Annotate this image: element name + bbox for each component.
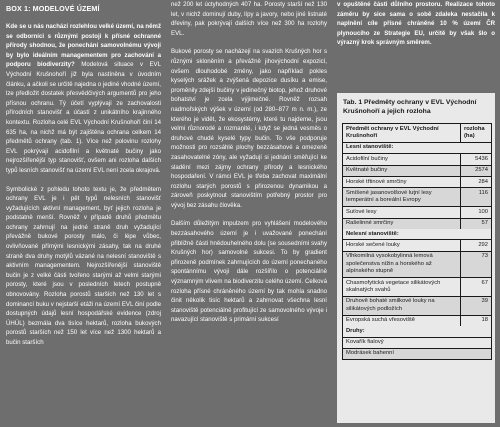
- row-area: 292: [478, 241, 488, 248]
- row-area: 73: [481, 253, 488, 260]
- row-name: Evropská suchá vřesoviště: [343, 316, 461, 326]
- table-row: [343, 338, 491, 349]
- table-row: [343, 252, 491, 278]
- row-name: Chasmofytická vegetace silikátových skalnatých svahů: [343, 278, 461, 296]
- section-nonforest: Nelesní stanoviště:: [346, 230, 399, 237]
- paragraph-text: Modelová situace v EVL Východní Krušnohoří již byla nastíněna v úvodním článku, a ačkoli se určitě najedna o jediné vhodné území, lze předložit dostatek přesvědčivých argumentů pro jeho přísnou ochranu. Tý účetí vyplývají ze zachovalosti přírodních stanovišť a účastí z unikátního krajinného kontextu. Rozloha celé EVL Východní Krušnohoří činí 14 635 ha, na nichž má být zajištěna ochrana celkem 14 předmětů ochrany (tab. 1). Více než polovinu rozlohy EVL pokrývají acidofilní a květnaté bučiny jako nejrozšířenější typ stanovišť, ovšem ani rozloha dalších typů lesních stanovišť na území EVL není zcela okrajová.: [6, 61, 161, 174]
- row-name: Kovařík fialový: [346, 339, 384, 346]
- text-column-1: [6, 0, 161, 427]
- row-name: Horské třtinové smrčiny: [343, 177, 461, 187]
- section-row: [343, 229, 491, 240]
- box-title: BOX 1: MODELOVÉ ÚZEMÍ: [6, 4, 100, 13]
- row-name: Horské sečené louky: [343, 240, 461, 250]
- lead-question: Kde se u nás nachází rozlehlou velké území, na němž se odborníci s různými postoji k přísné ochranné přírody shodnou, že ponechání samovolnému vývoji by bylo ideálním managementem pro zachování a podporu biodiverzity?: [6, 23, 161, 69]
- row-name: Modrásek bahenní: [346, 350, 395, 357]
- row-name: Smíšené jasanovolšové luţní lesy temperátní a boreální Evropy: [343, 188, 461, 206]
- table-row: [343, 219, 491, 229]
- table-row: [343, 188, 491, 207]
- table-row: [343, 316, 491, 326]
- row-area: 100: [478, 208, 488, 215]
- table-row: [343, 207, 491, 218]
- row-area: 67: [481, 279, 488, 286]
- table-row: [343, 166, 491, 177]
- table-row: [343, 278, 491, 297]
- header-name: Předmět ochrany v EVL Východní Krušnohoří: [343, 124, 461, 142]
- row-area: 18: [481, 317, 488, 324]
- table-row: [343, 349, 491, 359]
- section-row: [343, 326, 491, 337]
- paragraph: Bukové porosty se nacházejí na svazích Krušných hor s různými skloněním a převážně jihovýchodní expozicí, ovšem dlouhodobé změny, jako například pokles kyselých srážek a zvýšená depozice dusíku a emise, proměnily zdejší bučiny v jedinečný biotop, jehož druhové bohatství je zcela výjimečné. Rovněž rozsah nadmořských výšek v území (od 280–877 m n. m.), ze kterého je vidět, že ekosystémy, které tu najdeme, jsou velmi různorodé a rozmanité, i když se jedná vesměs o druhové chudé kyselé typy bučin. To vše podporuje možnosti pro rozsáhlé plochy bezzásahové a omezeně zasahovatelné zóny, ale vyžadují si jednání směřující ke sladění mezi zájmy ochrany přírody a lesnického hospodaření. V rámci EVL je třeba zachovat maximální rozlohu starých porostů s přirozenou dynamikou a zároveň poskytnout stanovištím potřebný prostor pro vývoj bez zásahu člověka.: [171, 48, 327, 209]
- header-area: rozloha (ha): [464, 125, 485, 139]
- table-row: [343, 154, 491, 165]
- row-area: 39: [481, 298, 488, 305]
- row-name: Suťové lesy: [343, 207, 461, 217]
- row-area: 5436: [475, 155, 488, 162]
- paragraph: Symbolické z pohledu tohoto textu je, že předmětem ochrany EVL je i pět typů nelesních stanovišť vyžadujících aktivní management, byť jejich rozloha je podstatně menší. Rovněž v případě druhů předmětu ochrany zahrnují na jedné straně druh vyžadující převážně bukové porosty málo, či lépe vůbec, ovlivňované přímými lesnickými zásahy, tak na druhé straně dva druhy motýlů vázané na nelesní stanoviště s aktivním managementem. Nejrozšířenější stanoviště bučin je z velké části tvořeno starými až velmi starými porosty, které jsou v posledních letech postupně obnovovány. Rozloha porostů starších než 130 let s dominancí buku v nejstarší etáži na území EVL činí podle dostupných údajů lesní hospodářské evidence (zdroj ÚHÚL) bezmála dva tisíce hektarů, rozloha bukových porostů starších než 150 let více než 1300 hektarů a bučin starších: [6, 185, 161, 346]
- row-area: 284: [478, 178, 488, 185]
- protection-table: [342, 123, 492, 360]
- table-panel: [337, 93, 495, 423]
- row-name: Acidofilní bučiny: [343, 154, 461, 164]
- table-row: [343, 297, 491, 316]
- row-name: Vlhkomilná vysokobylinná lemová společenstva nížin a horského až alpínského stupně: [343, 252, 461, 277]
- paragraph: než 200 let úctyhodných 407 ha. Porosty starší než 130 let, v nichž dominují duby, lípy a javory, nebo jiné listnaté dřeviny, pak pokrývají dalších více než 300 ha rozlohy EVL.: [171, 1, 327, 37]
- row-area: 2574: [475, 167, 488, 174]
- row-area: 57: [481, 220, 488, 227]
- section-row: [343, 143, 491, 154]
- row-name: Květnaté bučiny: [343, 166, 461, 176]
- paragraph: [6, 22, 161, 176]
- paragraph: Dalším důležitým impulzem pro vyhlášení modelového bezzásahového území je i uvažované ponechání přibližně části hnědouhelného dolu (se sousedními svahy Krušných hor) samovolné sukcesi. To by gradient přirozeně podmínek zahrnujících do území ponechaného spontánnímu vývoji dále rozšířilo o potenciálně významným vlivem na biodiverzitu celého území. Celková rozloha přísné chráněného území by tak mohla snadno činit několik tisíc hektarů a zahrnovat všechna lesní stanoviště potenciálně profitující ze samovolného vývoje i navazující stanoviště s primární sukcesí: [171, 220, 327, 324]
- row-name: Druhově bohaté smilkové louky na silikátových podložích: [343, 297, 461, 315]
- table-row: [343, 240, 491, 251]
- section-species: Druhy:: [346, 327, 365, 334]
- section-forest: Lesní stanoviště:: [346, 144, 394, 151]
- table-header: [343, 124, 491, 143]
- text-column-2: [171, 0, 327, 427]
- table-row: [343, 177, 491, 188]
- table-title: Tab. 1 Předměty ochrany v EVL Východní Krušnohoří a jejich rozloha: [343, 99, 477, 115]
- paragraph: v opuštěné části důlního prostoru. Realizace tohoto záměru by sice sama o sobě zdaleka nestačila k naplnění cíle přísné chráněné 10 % území ČR plynoucího ze Strategie EU, určitě by však šlo o výrazný krok správným směrem.: [337, 1, 495, 47]
- row-name: Rašelinné smrčiny: [343, 219, 461, 229]
- row-area: 116: [478, 189, 488, 196]
